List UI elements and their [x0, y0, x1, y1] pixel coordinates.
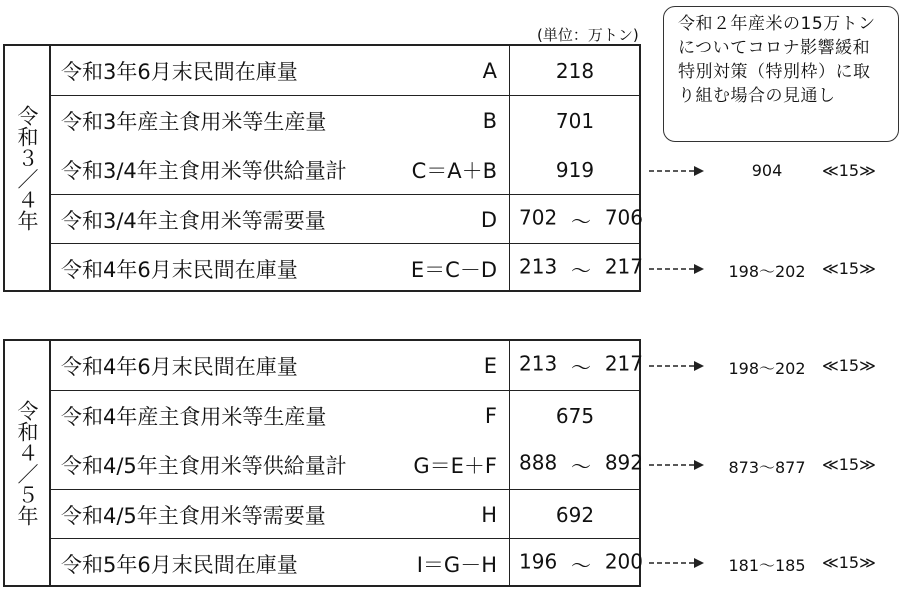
row-label: 令和5年6月末民間在庫量 [61, 553, 298, 577]
value-sep: ～ [571, 454, 591, 479]
projection-value: 198～202 [728, 359, 806, 378]
table-row [49, 46, 639, 96]
table-reiwa-3-4 [3, 44, 641, 292]
table-row [49, 145, 639, 195]
period-label: 令和３／４年 [15, 105, 39, 231]
row-code: E＝C－D [410, 258, 497, 282]
row-code: C＝A＋B [411, 159, 497, 183]
period-cell [5, 341, 51, 585]
table-row [49, 243, 643, 294]
table-row [49, 390, 639, 441]
note-box [663, 6, 885, 142]
row-code: A [482, 59, 497, 83]
value-low: 213 [519, 254, 558, 279]
row-code: F [484, 404, 497, 428]
projection-bracket: ≪15≫ [822, 161, 876, 180]
value-high: 706 [604, 205, 643, 230]
value-high: 217 [604, 254, 643, 279]
row-label: 令和4/5年主食用米等需要量 [61, 504, 326, 528]
value-high: 200 [604, 549, 643, 574]
projection-bracket: ≪15≫ [822, 553, 876, 572]
projection-bracket: ≪15≫ [822, 356, 876, 375]
table-row [49, 341, 643, 391]
projection-bracket: ≪15≫ [822, 455, 876, 474]
projection-value: 904 [751, 161, 783, 180]
row-label: 令和3/4年主食用米等供給量計 [61, 159, 347, 183]
unit-label: (単位：万トン) [537, 26, 639, 44]
row-value: 919 [555, 158, 595, 182]
value-sep: ～ [571, 258, 591, 283]
row-value-range [519, 206, 643, 235]
row-code: G＝E＋F [413, 454, 497, 478]
row-code: D [480, 208, 497, 232]
row-value-range [519, 451, 643, 480]
row-label: 令和4年産主食用米等生産量 [61, 405, 327, 429]
row-label: 令和3年6月末民間在庫量 [61, 60, 298, 84]
dashed-arrow-icon [648, 163, 704, 179]
row-code: I＝G－H [416, 553, 497, 577]
row-value-range [519, 550, 643, 579]
row-value-range [519, 255, 643, 284]
row-value: 218 [555, 59, 595, 83]
value-high: 892 [604, 450, 643, 475]
period-label: 令和４／５年 [15, 400, 39, 526]
table-row [49, 95, 639, 146]
value-high: 217 [604, 351, 643, 376]
value-sep: ～ [571, 553, 591, 578]
period-cell [5, 46, 51, 290]
table-row [49, 440, 643, 490]
table-row [49, 538, 643, 589]
table-row [49, 194, 643, 245]
table-row [49, 489, 639, 540]
value-sep: ～ [571, 209, 591, 234]
value-low: 702 [519, 205, 558, 230]
value-low: 213 [519, 351, 558, 376]
row-value: 701 [555, 109, 595, 133]
projection-value: 181～185 [728, 556, 806, 575]
row-value-range [519, 352, 643, 381]
note-text: 令和２年産米の15万トンについてコロナ影響緩和特別対策（特別枠）に取り組む場合の見通し [678, 14, 876, 106]
value-low: 196 [519, 549, 558, 574]
dashed-arrow-icon [648, 555, 704, 571]
value-low: 888 [519, 450, 558, 475]
row-code: E [483, 354, 497, 378]
table-reiwa-4-5 [3, 339, 641, 587]
dashed-arrow-icon [648, 457, 704, 473]
dashed-arrow-icon [648, 261, 704, 277]
dashed-arrow-icon [648, 358, 704, 374]
row-value: 692 [555, 503, 595, 527]
projection-value: 873～877 [728, 458, 806, 477]
row-label: 令和4/5年主食用米等供給量計 [61, 454, 347, 478]
row-value: 675 [555, 404, 595, 428]
row-label: 令和3/4年主食用米等需要量 [61, 209, 326, 233]
projection-bracket: ≪15≫ [822, 259, 876, 278]
row-label: 令和4年6月末民間在庫量 [61, 355, 298, 379]
row-label: 令和3年産主食用米等生産量 [61, 110, 327, 134]
projection-value: 198～202 [728, 262, 806, 281]
row-code: H [481, 503, 497, 527]
row-label: 令和4年6月末民間在庫量 [61, 258, 298, 282]
row-code: B [482, 109, 497, 133]
value-sep: ～ [571, 355, 591, 380]
